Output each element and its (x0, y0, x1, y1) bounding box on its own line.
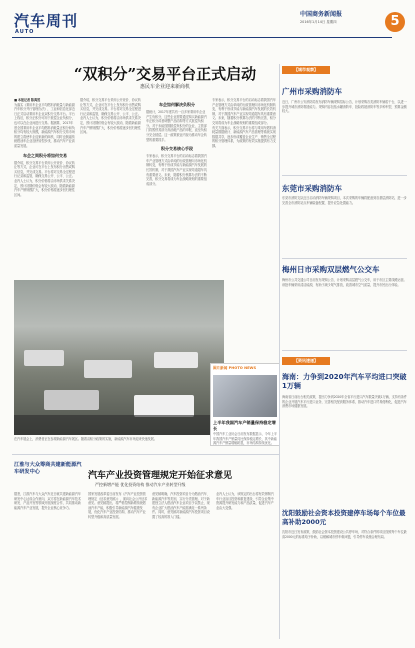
header-divider (12, 37, 392, 38)
lead-paragraph: 为落实《乘用车企业平均燃料消耗量与新能源汽车积分并行管理办法》，工业和信息化部近日正式启动乘用车企业双积分交易平台。平台上线后，积分正积分可用于抵偿企业负积分，也可以在企业间进行交易。据测算，2017年度全国乘用车企业平均燃料消耗量正积分和负积分均有较大规模，新能源汽车积分交易市场的建立将使车企迎来新的商机，同时也倒逼传统燃油车企业加快转型步伐，推动汽车产业高质量发展。 (14, 102, 75, 148)
section-title: 汽车周刊 (14, 12, 79, 30)
sidebar-divider (282, 175, 407, 176)
lead-paragraph: 据统计，2017年度共有一百多家乘用车企业产生负积分，这些企业需要通过购买新能源汽车正积分或者调整产品结构等方式抵偿负积分。对于未能按期抵偿负积分的企业，主管部门将暂停其部分高油耗产品的申报，直至负积分完全抵偿。这一政策被业内视为推动车企转型的重要抓手。 (146, 110, 207, 142)
photo-car (84, 360, 132, 378)
lead-paragraph: 有关方面表示，积分交易平台将与乘用车燃料消耗量数据统计、新能源汽车产品管理等系统实现数据共享，逐步形成覆盖企业生产、销售全过程的积分管理体系，为政策的有效实施提供有力支撑。 (212, 125, 276, 148)
bottom-text: 国家发展改革委日前发布《汽车产业投资管理规定（征求意见稿）》，面向社会公开征求意见。意见稿提出，将严格控制新增传统燃油汽车产能，积极引导新能源汽车健康发展，优化汽车产业投资结构，推动汽车产业转型升级和高质量发展。 (88, 492, 148, 519)
page-number-badge: 5 (385, 12, 405, 32)
date-line: 2016年1月14日 星期四 (300, 20, 337, 24)
bottom-text: 业内人士认为，该规定的出台将有效遏制汽车行业盲目投资和重复建设，引导企业集中资源提升研发能力和产品质量，促进汽车产业由大变强。 (216, 492, 274, 510)
left-story-title: 江淮与大众筹商共建新能源汽车研发中心 (14, 462, 82, 475)
sidebar-tag: 【资讯速递】 (282, 357, 330, 365)
photo-car (44, 390, 99, 410)
column-divider (279, 64, 280, 639)
sidebar-headline: 东莞市采购消防车 (282, 184, 342, 193)
lead-subtitle: 车企之间积分将如何交易 (23, 152, 67, 158)
sidebar-text: 近日，广州市公安消防局发布消防车辆采购招标公告，计划采购各类消防车辆若干台，以进一步提升城市消防救援能力。采购内容包括水罐消防车、抢险救援消防车等多种车型，预算金额较大。 (282, 100, 407, 114)
sidebar-text: 沈阳市近日发布政策，鼓励社会资本投资建设公共停车场，对符合条件的项目按照每个车位最高2000元的标准给予补助，以缓解城市停车难问题，引导停车设施合理布局。 (282, 530, 407, 539)
left-story-text: 据悉，江淮汽车与大众汽车近日就共建新能源汽车研发中心达成合作意向，双方将在新能源汽车技术研发、产品开发等领域开展深度合作，共同推动新能源汽车产业发展，提升企业核心竞争力。 (14, 492, 81, 510)
sidebar-text: 海南省日前出台相关政策，提出力争到2020年全省平行进口汽车数量突破1万辆，支持有条件的企业开展汽车平行进口业务，完善相关配套服务体系，推动汽车进口贸易便利化，促进汽车消费市场健康发展。 (282, 395, 407, 409)
sidebar-divider (282, 350, 407, 351)
bottom-subhead: 严控新增产能 优化投资结构 推动汽车产业转型升级 (95, 482, 186, 487)
sidebar-tag: 【城市观察】 (282, 66, 330, 74)
sidebar-divider (282, 258, 407, 259)
lead-subhead: 惠民车企业迎来新商机 (139, 84, 190, 90)
sidebar-text: 东莞市消防支队近日启动消防车辆采购项目，本次采购的车辆将配备到各基层消防站，进一步完善全市消防站点车辆装备配置，提升应急处置能力。 (282, 196, 407, 205)
photo-caption: 在汽车展会上，消费者正在参观新能源汽车展区。随着双积分政策的实施，新能源汽车市场迎来快速发展。 (14, 437, 157, 441)
lead-byline: ■ 本报记者 陈禹然 (14, 98, 41, 102)
lead-paragraph: 据介绍，积分交易平台采用公开竞价、协议转让等方式，企业可在平台上发布积分出售或购买信息，并完成交易。平台将对交易全过程进行记录和监管，确保交易公开、公平、公正。业内人士认为，积分价格将由市场供求关系决定，预计初期价格会有较大波动，随着新能源汽车产销规模扩大，积分价格将逐步回归理性区间。 (80, 98, 141, 135)
photo-crowd (14, 415, 224, 435)
lead-subtitle: 积分交易核心手段 (161, 146, 193, 152)
photo-car (134, 395, 194, 417)
photo-car (154, 352, 198, 368)
lead-column-1 (14, 98, 76, 278)
exhibition-photo (14, 280, 224, 435)
sidebar-headline: 海南：力争到2020年汽车平均进口突破1万辆 (282, 373, 407, 390)
lead-subtitle: 车企如何解决负积分 (159, 102, 195, 107)
sidebar-text: 梅州市公共交通公司日前发布采购公告，计划采购双层燃气公交车，用于市区主要线路运营。该批车辆采用清洁能源，有助于减少尾气排放，改善城市空气质量，提升市民出行体验。 (282, 278, 407, 287)
photo-news-label: 图片新闻 PHOTO NEWS (213, 366, 257, 370)
sidebar-headline: 广州市采购消防车 (282, 87, 342, 96)
photo-news-title: 上半年我国汽车产销量保持稳定增长 (213, 420, 276, 431)
photo-news-text: 中国汽车工业协会日前发布数据显示，今年上半年我国汽车产销量同比保持稳定增长，其中新能源汽车产销量增幅明显，市场结构持续优化。 (213, 432, 277, 446)
bottom-text: 意见稿明确，汽车投资项目分为燃油汽车、新能源汽车等类别，实行分类管理。对于新建独立法人燃油汽车企业项目予以禁止，现有企业扩大燃油汽车产能需满足一系列条件。同时，意见稿对新能源汽车投资项目设置了较高的准入门槛。 (152, 492, 210, 519)
lead-headline: “双积分”交易平台正式启动 (73, 65, 257, 83)
section-subtitle: AUTO (15, 29, 35, 35)
sidebar-headline: 梅州日市采购双层燃气公交车 (282, 265, 380, 274)
paper-name: 中国商务新闻报 (300, 11, 343, 18)
lead-paragraph: 专家表示，积分交易平台的启动标志着我国汽车产业管理方式由单纯的行政管理向市场化机制转变，有利于形成节能与新能源汽车发展的长效机制，对于我国汽车产业实现弯道超车具有重要意义。未来，随着积分核算办法的不断完善，积分交易将成为车企战略规划的重要组成部分。 (212, 98, 276, 125)
photo-news-image (213, 375, 277, 417)
section-divider (12, 454, 279, 455)
lead-paragraph: 据介绍，积分交易平台采用公开竞价、协议转让等方式，企业可在平台上发布积分出售或购买信息，并完成交易。平台将对交易全过程进行记录和监管，确保交易公开、公平、公正。业内人士认为，积分价格将由市场供求关系决定，预计初期价格会有较大波动，随着新能源汽车产销规模扩大，积分价格将逐步回归理性区间。 (14, 160, 75, 197)
photo-car (24, 350, 64, 366)
lead-paragraph: 专家表示，积分交易平台的启动标志着我国汽车产业管理方式由单纯的行政管理向市场化机制转变，有利于形成节能与新能源汽车发展的长效机制，对于我国汽车产业实现弯道超车具有重要意义。未来，随着积分核算办法的不断完善，积分交易将成为车企战略规划的重要组成部分。 (146, 154, 207, 186)
lead-column-2 (80, 98, 142, 278)
lead-column-3 (146, 98, 208, 278)
bottom-headline: 汽车产业投资管理规定开始征求意见 (88, 471, 233, 481)
sidebar-headline: 沈阳鼓励社会资本投资建停车场每个车位最高补助2000元 (282, 509, 406, 526)
